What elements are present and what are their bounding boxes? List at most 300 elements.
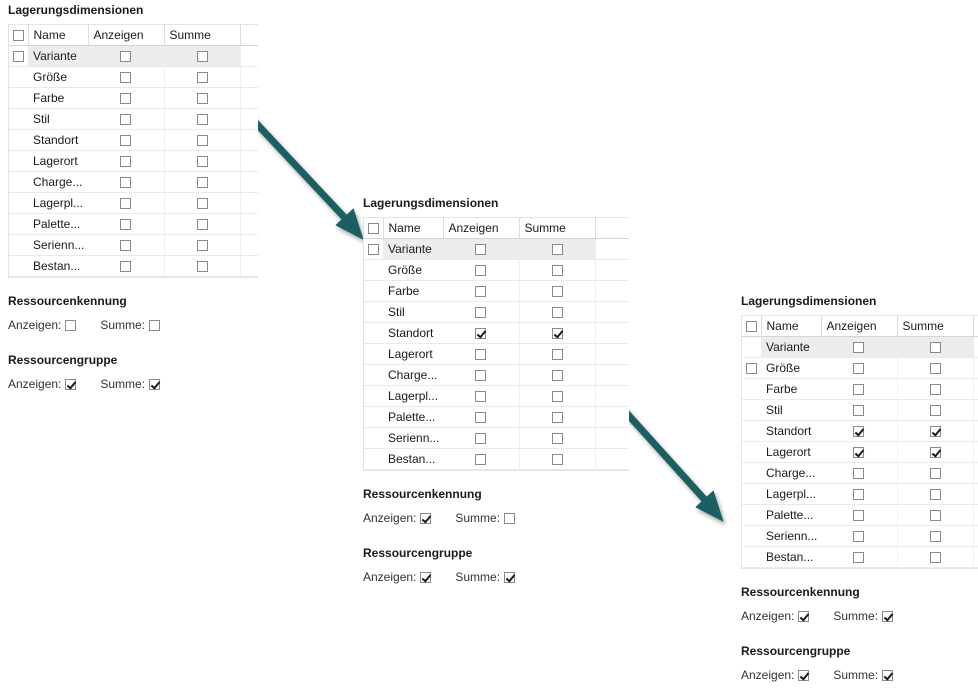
row-sum-cell — [519, 449, 595, 470]
row-selector-cell[interactable] — [364, 428, 383, 449]
row-sum-checkbox[interactable] — [552, 349, 563, 360]
dimensions-grid — [363, 217, 629, 471]
row-show-cell — [443, 365, 519, 386]
grid-header-row — [364, 218, 629, 239]
row-show-cell — [821, 421, 897, 442]
row-show-checkbox[interactable] — [475, 454, 486, 465]
row-show-checkbox[interactable] — [475, 370, 486, 381]
row-show-checkbox[interactable] — [853, 552, 864, 563]
row-show-cell — [821, 526, 897, 547]
row-extra-cell — [595, 428, 629, 449]
row-extra-cell — [973, 526, 978, 547]
row-show-checkbox[interactable] — [475, 244, 486, 255]
column-header-sum[interactable]: Summe — [164, 25, 240, 46]
row-show-checkbox[interactable] — [475, 328, 486, 339]
row-sum-checkbox[interactable] — [930, 426, 941, 437]
row-sum-cell — [164, 67, 240, 88]
table-row[interactable] — [9, 130, 258, 151]
row-show-checkbox[interactable] — [475, 349, 486, 360]
row-name: Lagerort — [28, 151, 88, 172]
row-show-checkbox[interactable] — [120, 261, 131, 272]
resource-group-title: Ressourcengruppe — [8, 353, 118, 367]
row-show-cell — [821, 442, 897, 463]
row-sum-checkbox[interactable] — [197, 219, 208, 230]
row-extra-cell — [973, 337, 978, 358]
row-selector-cell[interactable] — [364, 260, 383, 281]
select-all-checkbox[interactable] — [746, 321, 757, 332]
row-sum-checkbox[interactable] — [930, 531, 941, 542]
row-sum-checkbox[interactable] — [197, 72, 208, 83]
row-show-cell — [88, 235, 164, 256]
row-selector-cell[interactable] — [364, 344, 383, 365]
dimensions-table — [9, 25, 258, 277]
row-name: Variante — [383, 239, 443, 260]
select-all-checkbox[interactable] — [368, 223, 379, 234]
row-sum-checkbox[interactable] — [930, 384, 941, 395]
table-row[interactable] — [9, 172, 258, 193]
row-selector-cell[interactable] — [742, 421, 761, 442]
row-show-checkbox[interactable] — [120, 198, 131, 209]
row-extra-cell — [240, 130, 258, 151]
table-row[interactable] — [742, 526, 978, 547]
resource-id-sum-checkbox[interactable] — [882, 611, 893, 622]
resource-id-sum-checkbox[interactable] — [149, 320, 160, 331]
row-extra-cell — [595, 449, 629, 470]
row-show-checkbox[interactable] — [853, 342, 864, 353]
resource-group-sum-checkbox[interactable] — [504, 572, 515, 583]
row-selector-cell[interactable] — [742, 463, 761, 484]
row-name: Bestan... — [761, 547, 821, 568]
row-selector-cell[interactable] — [9, 235, 28, 256]
row-name: Standort — [28, 130, 88, 151]
row-show-checkbox[interactable] — [120, 219, 131, 230]
row-show-cell — [443, 449, 519, 470]
row-show-cell — [443, 386, 519, 407]
select-all-header[interactable] — [9, 25, 28, 46]
row-sum-cell — [519, 281, 595, 302]
row-name: Größe — [383, 260, 443, 281]
table-row[interactable] — [364, 260, 629, 281]
row-sum-checkbox[interactable] — [197, 51, 208, 62]
table-row[interactable] — [9, 256, 258, 277]
row-name: Lagerpl... — [761, 484, 821, 505]
select-all-header[interactable] — [742, 316, 761, 337]
row-name: Größe — [28, 67, 88, 88]
row-extra-cell — [240, 109, 258, 130]
row-show-checkbox[interactable] — [120, 114, 131, 125]
row-extra-cell — [240, 193, 258, 214]
row-selector-cell[interactable] — [9, 88, 28, 109]
row-show-checkbox[interactable] — [475, 391, 486, 402]
row-show-checkbox[interactable] — [475, 307, 486, 318]
row-sum-cell — [897, 505, 973, 526]
row-extra-cell — [973, 358, 978, 379]
row-sum-checkbox[interactable] — [197, 156, 208, 167]
row-show-cell — [443, 323, 519, 344]
row-sum-checkbox[interactable] — [552, 244, 563, 255]
row-sum-checkbox[interactable] — [552, 433, 563, 444]
row-select-checkbox[interactable] — [13, 51, 24, 62]
row-sum-checkbox[interactable] — [552, 370, 563, 381]
row-sum-checkbox[interactable] — [930, 447, 941, 458]
row-show-cell — [443, 260, 519, 281]
dimension-panel-3 — [741, 293, 978, 683]
row-sum-checkbox[interactable] — [552, 328, 563, 339]
resource-id-sum-label: Summe: — [100, 318, 146, 332]
resource-group-sum-checkbox[interactable] — [882, 670, 893, 681]
row-show-checkbox[interactable] — [853, 447, 864, 458]
table-row[interactable] — [742, 421, 978, 442]
row-sum-checkbox[interactable] — [197, 177, 208, 188]
column-header-name[interactable]: Name — [383, 218, 443, 239]
table-row[interactable] — [742, 442, 978, 463]
row-name: Lagerort — [383, 344, 443, 365]
resource-id-sum-label: Summe: — [455, 511, 501, 525]
row-sum-cell — [519, 386, 595, 407]
row-extra-cell — [973, 379, 978, 400]
table-row[interactable] — [9, 151, 258, 172]
row-sum-checkbox[interactable] — [930, 363, 941, 374]
dimensions-table — [742, 316, 978, 568]
column-header-sum[interactable]: Summe — [519, 218, 595, 239]
row-selector-cell[interactable] — [9, 130, 28, 151]
resource-group-show-label: Anzeigen: — [741, 668, 795, 682]
row-name: Palette... — [28, 214, 88, 235]
row-selector-cell[interactable] — [9, 151, 28, 172]
row-show-cell — [88, 256, 164, 277]
row-selector-cell[interactable] — [364, 365, 383, 386]
row-extra-cell — [595, 323, 629, 344]
resource-group-show-label: Anzeigen: — [363, 570, 417, 584]
row-extra-cell — [595, 344, 629, 365]
row-extra-cell — [973, 547, 978, 568]
row-show-cell — [88, 151, 164, 172]
row-show-checkbox[interactable] — [120, 51, 131, 62]
column-header-name[interactable]: Name — [28, 25, 88, 46]
row-show-checkbox[interactable] — [475, 286, 486, 297]
table-row[interactable] — [364, 386, 629, 407]
row-selector-cell[interactable] — [9, 109, 28, 130]
row-sum-checkbox[interactable] — [552, 454, 563, 465]
table-row[interactable] — [364, 344, 629, 365]
row-extra-cell — [973, 421, 978, 442]
table-row[interactable] — [364, 365, 629, 386]
row-sum-cell — [164, 235, 240, 256]
row-show-checkbox[interactable] — [853, 489, 864, 500]
row-show-cell — [443, 344, 519, 365]
section-title: Lagerungsdimensionen — [741, 294, 877, 308]
resource-id-row — [741, 608, 978, 624]
resource-id-row — [8, 317, 258, 333]
table-row[interactable] — [9, 46, 258, 67]
select-all-header[interactable] — [364, 218, 383, 239]
row-show-checkbox[interactable] — [120, 156, 131, 167]
column-header-extra — [973, 316, 978, 337]
row-selector-cell[interactable] — [364, 449, 383, 470]
row-extra-cell — [240, 46, 258, 67]
row-show-cell — [88, 130, 164, 151]
row-show-checkbox[interactable] — [120, 177, 131, 188]
row-extra-cell — [595, 260, 629, 281]
row-name: Serienn... — [383, 428, 443, 449]
row-name: Lagerort — [761, 442, 821, 463]
row-show-cell — [88, 109, 164, 130]
row-name: Charge... — [383, 365, 443, 386]
row-name: Farbe — [383, 281, 443, 302]
row-selector-cell[interactable] — [9, 193, 28, 214]
row-extra-cell — [595, 302, 629, 323]
row-show-cell — [443, 239, 519, 260]
row-sum-cell — [519, 302, 595, 323]
row-selector-cell[interactable] — [9, 46, 28, 67]
row-selector-cell[interactable] — [742, 484, 761, 505]
row-show-checkbox[interactable] — [853, 531, 864, 542]
resource-group-sum-label: Summe: — [833, 668, 879, 682]
row-show-checkbox[interactable] — [853, 426, 864, 437]
row-extra-cell — [240, 67, 258, 88]
row-sum-checkbox[interactable] — [930, 510, 941, 521]
row-sum-checkbox[interactable] — [552, 307, 563, 318]
resource-group-show-checkbox[interactable] — [65, 379, 76, 390]
row-name: Serienn... — [761, 526, 821, 547]
row-selector-cell[interactable] — [9, 256, 28, 277]
resource-id-title: Ressourcenkennung — [741, 585, 860, 599]
row-extra-cell — [973, 484, 978, 505]
row-sum-cell — [897, 421, 973, 442]
row-sum-cell — [897, 400, 973, 421]
resource-group-title: Ressourcengruppe — [741, 644, 851, 658]
resource-id-show-checkbox[interactable] — [420, 513, 431, 524]
row-selector-cell[interactable] — [364, 239, 383, 260]
table-row[interactable] — [364, 449, 629, 470]
row-sum-cell — [519, 323, 595, 344]
row-selector-cell[interactable] — [9, 67, 28, 88]
row-select-checkbox[interactable] — [746, 363, 757, 374]
table-row[interactable] — [364, 281, 629, 302]
row-extra-cell — [595, 365, 629, 386]
resource-group-row — [363, 569, 629, 585]
row-extra-cell — [240, 88, 258, 109]
resource-id-sum-label: Summe: — [833, 609, 879, 623]
row-sum-cell — [897, 358, 973, 379]
row-sum-checkbox[interactable] — [197, 114, 208, 125]
row-selector-cell[interactable] — [9, 172, 28, 193]
row-show-checkbox[interactable] — [120, 93, 131, 104]
row-show-cell — [88, 214, 164, 235]
row-selector-cell[interactable] — [364, 407, 383, 428]
row-show-cell — [443, 281, 519, 302]
row-sum-checkbox[interactable] — [930, 552, 941, 563]
resource-group-show-checkbox[interactable] — [420, 572, 431, 583]
table-row[interactable] — [364, 428, 629, 449]
row-name: Lagerpl... — [28, 193, 88, 214]
row-selector-cell[interactable] — [742, 505, 761, 526]
row-sum-checkbox[interactable] — [552, 391, 563, 402]
row-sum-cell — [519, 344, 595, 365]
row-sum-checkbox[interactable] — [930, 468, 941, 479]
row-extra-cell — [240, 214, 258, 235]
row-name: Variante — [761, 337, 821, 358]
resource-id-show-checkbox[interactable] — [798, 611, 809, 622]
row-sum-cell — [519, 239, 595, 260]
row-selector-cell[interactable] — [742, 400, 761, 421]
row-name: Standort — [761, 421, 821, 442]
row-show-checkbox[interactable] — [853, 405, 864, 416]
row-selector-cell[interactable] — [364, 302, 383, 323]
row-extra-cell — [973, 505, 978, 526]
dimensions-grid — [8, 24, 258, 278]
grid-body — [364, 239, 629, 470]
row-show-cell — [821, 379, 897, 400]
row-sum-checkbox[interactable] — [197, 261, 208, 272]
row-extra-cell — [240, 172, 258, 193]
row-sum-cell — [164, 46, 240, 67]
row-show-cell — [88, 88, 164, 109]
row-show-checkbox[interactable] — [853, 468, 864, 479]
resource-group-sum-checkbox[interactable] — [149, 379, 160, 390]
row-sum-cell — [164, 172, 240, 193]
table-row[interactable] — [742, 547, 978, 568]
resource-group-sum-label: Summe: — [100, 377, 146, 391]
row-show-checkbox[interactable] — [853, 363, 864, 374]
row-show-cell — [443, 428, 519, 449]
row-name: Lagerpl... — [383, 386, 443, 407]
row-show-cell — [821, 463, 897, 484]
row-selector-cell[interactable] — [364, 281, 383, 302]
row-show-checkbox[interactable] — [853, 510, 864, 521]
row-sum-cell — [164, 151, 240, 172]
row-show-checkbox[interactable] — [475, 412, 486, 423]
table-row[interactable] — [364, 302, 629, 323]
row-sum-cell — [519, 260, 595, 281]
row-selector-cell[interactable] — [742, 547, 761, 568]
row-show-cell — [821, 547, 897, 568]
dimension-panel-1 — [8, 2, 258, 392]
grid-header-row — [9, 25, 258, 46]
row-sum-cell — [897, 547, 973, 568]
row-extra-cell — [595, 407, 629, 428]
resource-id-row — [363, 510, 629, 526]
row-select-checkbox[interactable] — [368, 244, 379, 255]
column-header-show[interactable]: Anzeigen — [88, 25, 164, 46]
table-row[interactable] — [742, 484, 978, 505]
table-row[interactable] — [9, 214, 258, 235]
row-extra-cell — [240, 151, 258, 172]
row-sum-checkbox[interactable] — [197, 93, 208, 104]
row-show-checkbox[interactable] — [475, 433, 486, 444]
table-row[interactable] — [742, 400, 978, 421]
table-row[interactable] — [742, 358, 978, 379]
resource-id-title: Ressourcenkennung — [8, 294, 127, 308]
row-sum-checkbox[interactable] — [197, 198, 208, 209]
row-selector-cell[interactable] — [742, 526, 761, 547]
row-sum-checkbox[interactable] — [552, 412, 563, 423]
row-extra-cell — [595, 239, 629, 260]
row-selector-cell[interactable] — [742, 442, 761, 463]
column-header-show[interactable]: Anzeigen — [821, 316, 897, 337]
table-row[interactable] — [9, 109, 258, 130]
section-title: Lagerungsdimensionen — [8, 3, 144, 17]
row-sum-checkbox[interactable] — [930, 342, 941, 353]
row-sum-checkbox[interactable] — [552, 286, 563, 297]
row-show-checkbox[interactable] — [475, 265, 486, 276]
row-sum-cell — [164, 214, 240, 235]
table-row[interactable] — [742, 379, 978, 400]
row-show-checkbox[interactable] — [120, 72, 131, 83]
row-name: Charge... — [28, 172, 88, 193]
row-selector-cell[interactable] — [364, 386, 383, 407]
column-header-show[interactable]: Anzeigen — [443, 218, 519, 239]
select-all-checkbox[interactable] — [13, 30, 24, 41]
row-sum-cell — [897, 526, 973, 547]
column-header-name[interactable]: Name — [761, 316, 821, 337]
row-show-cell — [88, 46, 164, 67]
table-row[interactable] — [742, 505, 978, 526]
resource-group-show-checkbox[interactable] — [798, 670, 809, 681]
resource-id-title: Ressourcenkennung — [363, 487, 482, 501]
resource-id-show-checkbox[interactable] — [65, 320, 76, 331]
row-selector-cell[interactable] — [742, 379, 761, 400]
dimensions-table — [364, 218, 629, 470]
row-name: Farbe — [761, 379, 821, 400]
row-sum-checkbox[interactable] — [930, 489, 941, 500]
table-row[interactable] — [9, 235, 258, 256]
row-sum-checkbox[interactable] — [552, 265, 563, 276]
row-name: Stil — [761, 400, 821, 421]
row-extra-cell — [973, 442, 978, 463]
table-row[interactable] — [9, 67, 258, 88]
row-selector-cell[interactable] — [364, 323, 383, 344]
row-name: Palette... — [383, 407, 443, 428]
row-show-cell — [821, 337, 897, 358]
row-show-checkbox[interactable] — [120, 240, 131, 251]
row-selector-cell[interactable] — [742, 337, 761, 358]
column-header-sum[interactable]: Summe — [897, 316, 973, 337]
row-name: Bestan... — [28, 256, 88, 277]
row-selector-cell[interactable] — [742, 358, 761, 379]
table-row[interactable] — [364, 239, 629, 260]
table-row[interactable] — [9, 193, 258, 214]
row-show-cell — [88, 193, 164, 214]
table-row[interactable] — [9, 88, 258, 109]
row-sum-cell — [897, 379, 973, 400]
row-sum-checkbox[interactable] — [197, 240, 208, 251]
dimensions-grid — [741, 315, 978, 569]
row-show-checkbox[interactable] — [120, 135, 131, 146]
resource-id-sum-checkbox[interactable] — [504, 513, 515, 524]
table-row[interactable] — [742, 463, 978, 484]
row-selector-cell[interactable] — [9, 214, 28, 235]
row-name: Variante — [28, 46, 88, 67]
row-show-cell — [88, 172, 164, 193]
row-name: Farbe — [28, 88, 88, 109]
row-sum-cell — [897, 442, 973, 463]
row-sum-checkbox[interactable] — [197, 135, 208, 146]
grid-body — [742, 337, 978, 568]
column-header-extra — [595, 218, 629, 239]
row-extra-cell — [595, 386, 629, 407]
row-sum-cell — [519, 407, 595, 428]
dimension-panel-2 — [363, 195, 629, 585]
table-row[interactable] — [742, 337, 978, 358]
row-sum-checkbox[interactable] — [930, 405, 941, 416]
row-show-checkbox[interactable] — [853, 384, 864, 395]
row-show-cell — [821, 505, 897, 526]
resource-group-row — [8, 376, 258, 392]
row-show-cell — [443, 407, 519, 428]
table-row[interactable] — [364, 323, 629, 344]
table-row[interactable] — [364, 407, 629, 428]
